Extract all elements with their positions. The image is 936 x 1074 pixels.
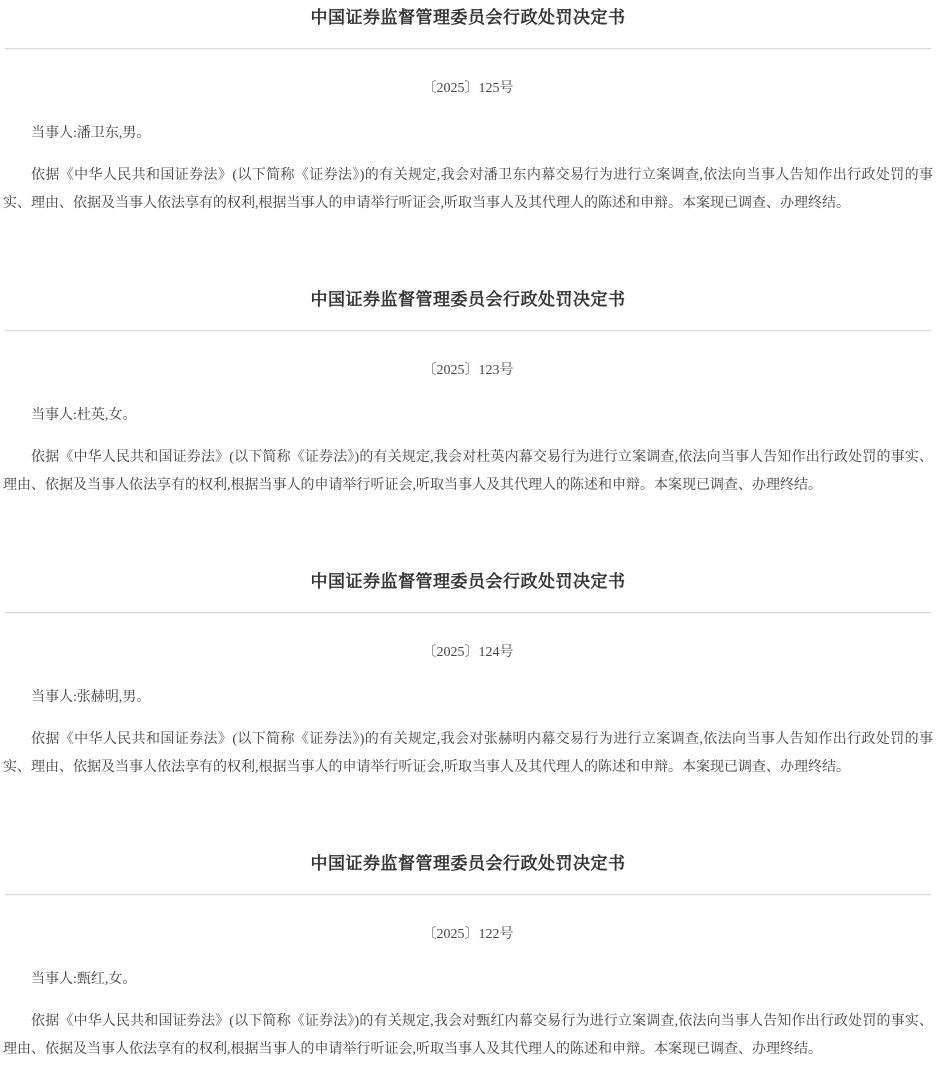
- title-divider: [5, 894, 931, 896]
- party-line: 当事人:甄红,女。: [31, 972, 137, 987]
- penalty-decision-section-4: [3, 846, 933, 1074]
- title-divider: [5, 48, 931, 50]
- section-title: 中国证券监督管理委员会行政处罚决定书: [310, 572, 626, 591]
- section-title: 中国证券监督管理委员会行政处罚决定书: [310, 290, 626, 309]
- party-line: 当事人:潘卫东,男。: [31, 126, 151, 141]
- doc-number: 〔2025〕125号: [422, 81, 514, 96]
- doc-number: 〔2025〕124号: [422, 645, 514, 660]
- penalty-decision-section-1: [3, 0, 933, 282]
- party-line: 当事人:张赫明,男。: [31, 690, 151, 705]
- title-divider: [5, 612, 931, 614]
- doc-number: 〔2025〕122号: [422, 927, 514, 942]
- body-paragraph: 依据《中华人民共和国证券法》(以下简称《证券法》)的有关规定,我会对潘卫东内幕交易行为进行立案调查,依法向当事人告知作出行政处罚的事实、理由、依据及当事人依法享有的权利,根据当事人的申请举行听证会,听取当事人及其代理人的陈述和申辩。本案现已调查、办理终结。: [3, 168, 933, 211]
- body-paragraph: 依据《中华人民共和国证券法》(以下简称《证券法》)的有关规定,我会对杜英内幕交易行为进行立案调查,依法向当事人告知作出行政处罚的事实、理由、依据及当事人依法享有的权利,根据当事人的申请举行听证会,听取当事人及其代理人的陈述和申辩。本案现已调查、办理终结。: [3, 450, 933, 493]
- party-line: 当事人:杜英,女。: [31, 408, 137, 423]
- doc-number: 〔2025〕123号: [422, 363, 514, 378]
- penalty-decision-section-2: [3, 282, 933, 564]
- section-title: 中国证券监督管理委员会行政处罚决定书: [310, 8, 626, 27]
- body-paragraph: 依据《中华人民共和国证券法》(以下简称《证券法》)的有关规定,我会对张赫明内幕交易行为进行立案调查,依法向当事人告知作出行政处罚的事实、理由、依据及当事人依法享有的权利,根据当事人的申请举行听证会,听取当事人及其代理人的陈述和申辩。本案现已调查、办理终结。: [3, 732, 933, 775]
- penalty-decision-section-3: [3, 564, 933, 846]
- body-paragraph: 依据《中华人民共和国证券法》(以下简称《证券法》)的有关规定,我会对甄红内幕交易行为进行立案调查,依法向当事人告知作出行政处罚的事实、理由、依据及当事人依法享有的权利,根据当事人的申请举行听证会,听取当事人及其代理人的陈述和申辩。本案现已调查、办理终结。: [3, 1014, 933, 1057]
- section-title: 中国证券监督管理委员会行政处罚决定书: [310, 854, 626, 873]
- title-divider: [5, 330, 931, 332]
